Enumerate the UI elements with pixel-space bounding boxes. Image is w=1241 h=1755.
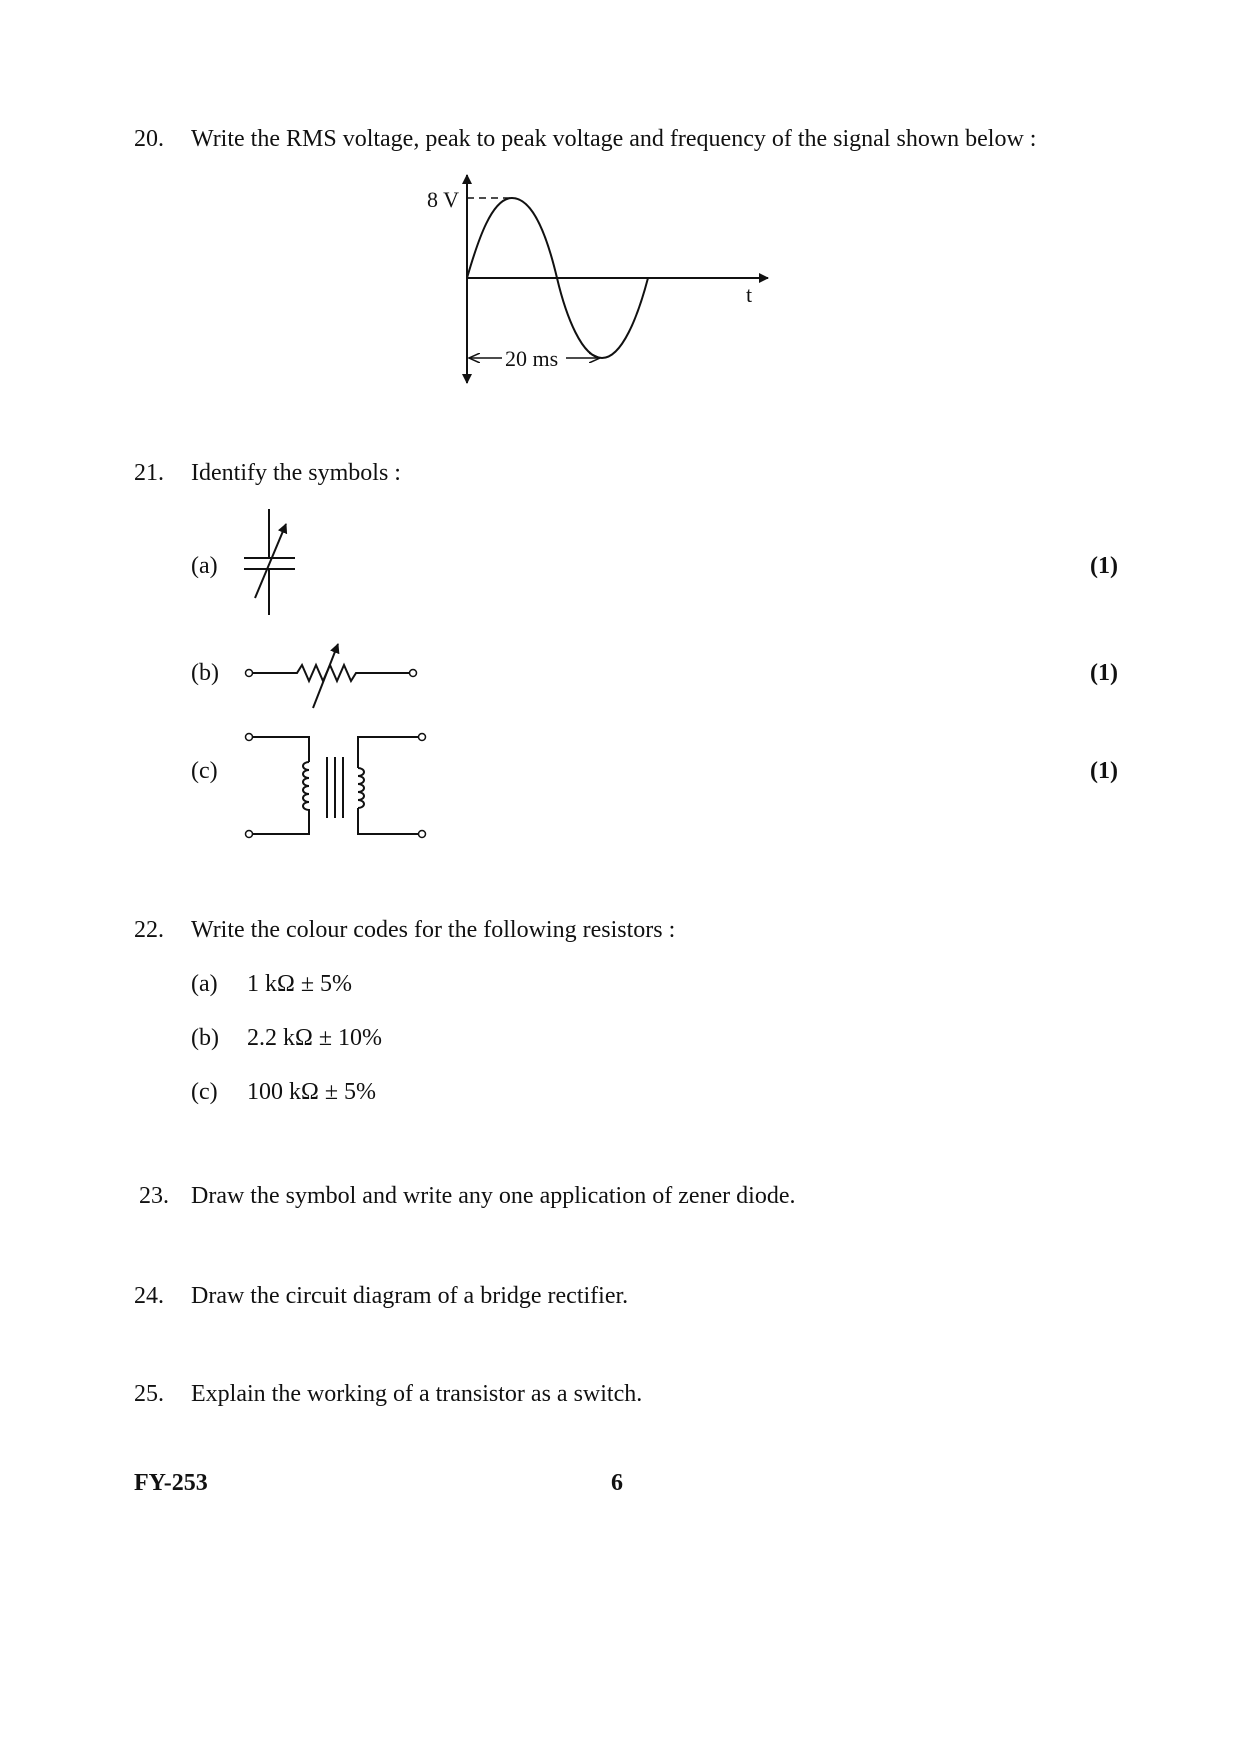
- q21-item-b-marks: (1): [1090, 660, 1118, 686]
- question-23-number: 23.: [139, 1183, 169, 1209]
- q21-item-a-label: (a): [191, 553, 218, 579]
- q22-item-c-label: (c): [191, 1079, 218, 1105]
- q21-item-a-marks: (1): [1090, 553, 1118, 579]
- q22-item-b-label: (b): [191, 1025, 219, 1051]
- question-20-text: Write the RMS voltage, peak to peak voltage and frequency of the signal shown below :: [191, 126, 1037, 152]
- question-20-number: 20.: [134, 126, 164, 152]
- question-22-number: 22.: [134, 917, 164, 943]
- question-24-text: Draw the circuit diagram of a bridge rectifier.: [191, 1283, 629, 1309]
- question-25-number: 25.: [134, 1381, 164, 1407]
- q22-item-a-value: 1 kΩ ± 5%: [247, 971, 352, 997]
- question-21-number: 21.: [134, 460, 164, 486]
- q22-item-c-value: 100 kΩ ± 5%: [247, 1079, 376, 1105]
- time-axis-label: t: [746, 282, 753, 307]
- q21-item-c-marks: (1): [1090, 758, 1118, 784]
- q21-item-c-label: (c): [191, 758, 218, 784]
- footer-page-number: 6: [611, 1470, 623, 1496]
- question-23-text: Draw the symbol and write any one application of zener diode.: [191, 1183, 796, 1209]
- footer-paper-code: FY-253: [134, 1470, 208, 1496]
- q22-item-a-label: (a): [191, 971, 218, 997]
- question-21-text: Identify the symbols :: [191, 460, 401, 486]
- question-24-number: 24.: [134, 1283, 164, 1309]
- q22-item-b-value: 2.2 kΩ ± 10%: [247, 1025, 382, 1051]
- question-22-text: Write the colour codes for the following resistors :: [191, 917, 676, 943]
- peak-label: 8 V: [427, 187, 459, 212]
- question-25-text: Explain the working of a transistor as a switch.: [191, 1381, 643, 1407]
- q21-item-b-label: (b): [191, 660, 219, 686]
- period-label: 20 ms: [505, 346, 559, 371]
